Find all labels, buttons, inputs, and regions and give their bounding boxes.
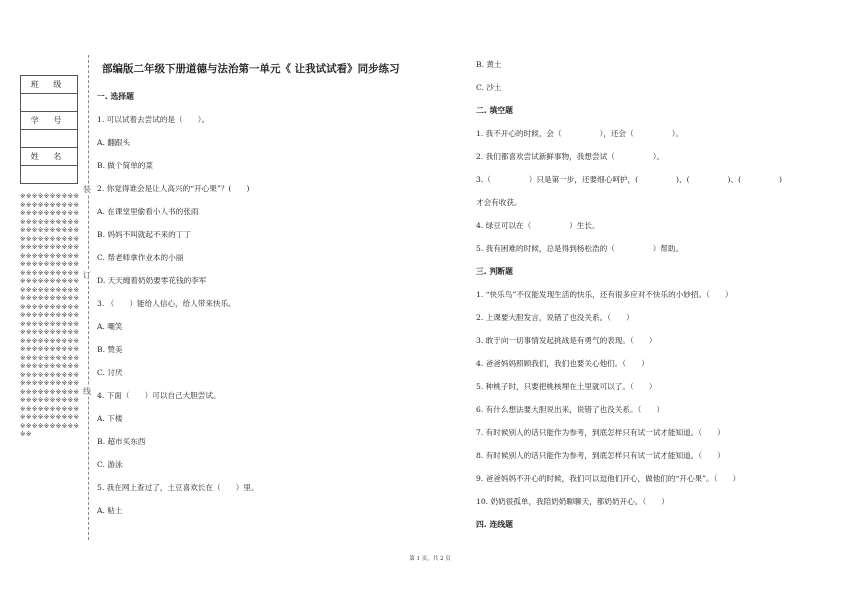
question-text: 4. 下面（ ）可以自己大胆尝试。	[97, 391, 221, 400]
section-heading: 三. 判断题	[476, 267, 513, 276]
answer-option: D. 天天缠着奶奶要零花钱的李军	[97, 276, 207, 285]
question-continuation: 才会有收获。	[476, 198, 522, 207]
answer-option: C. 帮老师拿作业本的小丽	[97, 253, 184, 262]
answer-option: B. 黄土	[476, 60, 502, 69]
cut-char-2: 订	[83, 271, 91, 280]
question-text: 5. 我有困难的时候，总是得到杨松浩的（ ）帮助。	[476, 244, 684, 253]
question-text: 2. 上课要大胆发言，说错了也没关系。（ ）	[476, 313, 634, 322]
question-text: 2. 你觉得谁会是让人高兴的“开心果”？( )	[97, 184, 250, 193]
question-text: 3.（ ）只是第一步，还要细心呵护，( )、( )、( )	[476, 175, 782, 184]
binding-line	[88, 55, 89, 540]
question-text: 1. 我不开心的时候，会（ ），还会（ ）。	[476, 129, 684, 138]
question-text: 8. 有时候别人的话只能作为参考，到底怎样只有试一试才能知道。（ ）	[476, 451, 725, 460]
question-text: 2. 我们都喜欢尝试新鲜事物，我想尝试（ ）。	[476, 152, 665, 161]
answer-option: C. 游泳	[97, 460, 123, 469]
decorative-pattern: ※※※※※※※※※※※※※※※※※※※※※※※※※※※※※※※※※※※※※※※※※※※※※※※※※※※※※※※※※※※※※※※※※※※※※※※※※※※※※※※※※※※※※※※※※※※※※※※※※※※※※※※※※※※※※※※※※※※※※※※※※※※※※※※※※※※※※※※※※※※※※※※※※※※※※※※※※※※※※※※※※※※※※※※※※※※※※※※※※※※※※※※※※※※※※※※※※※※※※※※※※※※※※※※※※※※※※※※※※※※※※※※※※※※※※※※※※※※※※※※※※※※※※※※※※※※※※※※※※※※※※※※※※※※※※※※※※※※※※※※※※※	[20, 192, 80, 438]
document-title: 部编版二年级下册道德与法治第一单元《 让我试试看》同步练习	[102, 63, 400, 75]
answer-option: A. 粘土	[97, 506, 123, 515]
name-label: 姓 名	[21, 148, 78, 166]
question-text: 5. 我在网上查过了，土豆喜欢长在（ ）里。	[97, 483, 259, 492]
answer-option: A. 翻跟头	[97, 138, 131, 147]
question-text: 1. 可以试着去尝试的是（ ）。	[97, 115, 210, 124]
class-blank[interactable]	[21, 94, 78, 112]
section-heading: 一. 选择题	[97, 92, 134, 101]
class-label: 班 级	[21, 76, 78, 94]
answer-option: C. 讨厌	[97, 368, 123, 377]
cut-char-3: 线	[83, 387, 91, 396]
number-label: 学 号	[21, 112, 78, 130]
name-blank[interactable]	[21, 166, 78, 184]
answer-option: C. 沙土	[476, 83, 502, 92]
question-text: 4. 爸爸妈妈照顾我们，我们也要关心他们。（ ）	[476, 359, 649, 368]
question-text: 1. “快乐鸟”不仅能发现生活的快乐，还有很多应对不快乐的小妙招。（ ）	[476, 290, 733, 299]
answer-option: A. 嘲笑	[97, 322, 123, 331]
question-text: 4. 绿豆可以在（ ）生长。	[476, 221, 600, 230]
answer-option: A. 在课堂里偷看小人书的张雨	[97, 207, 199, 216]
section-heading: 四. 连线题	[476, 520, 513, 529]
page-footer: 第 1 页，共 2 页	[409, 556, 451, 562]
cut-char-1: 装	[83, 185, 91, 194]
answer-option: A. 下楼	[97, 414, 123, 423]
answer-option: B. 赞美	[97, 345, 123, 354]
question-text: 6. 有什么想法要大胆说出来，说错了也没关系。（ ）	[476, 405, 665, 414]
answer-option: B. 妈妈不叫就起不来的丁丁	[97, 230, 191, 239]
number-blank[interactable]	[21, 130, 78, 148]
answer-option: B. 超市买东西	[97, 437, 146, 446]
section-heading: 二. 填空题	[476, 106, 513, 115]
question-text: 7. 有时候别人的话只能作为参考，到底怎样只有试一试才能知道。（ ）	[476, 428, 725, 437]
question-text: 3. 敢于向一切事情发起挑战是有勇气的表现。（ ）	[476, 336, 657, 345]
question-text: 10. 奶奶很孤单，我陪奶奶聊聊天，都奶奶开心。（ ）	[476, 497, 669, 506]
question-text: 9. 爸爸妈妈不开心的时候，我们可以逗他们开心，做他们的“开心果”。（ ）	[476, 474, 741, 483]
student-info-table	[20, 75, 78, 184]
answer-option: B. 做个简单的菜	[97, 161, 153, 170]
question-text: 5. 种桃子时，只要把桃核埋在土里就可以了。（ ）	[476, 382, 657, 391]
question-text: 3. （ ）能给人信心，给人带来快乐。	[97, 299, 236, 308]
